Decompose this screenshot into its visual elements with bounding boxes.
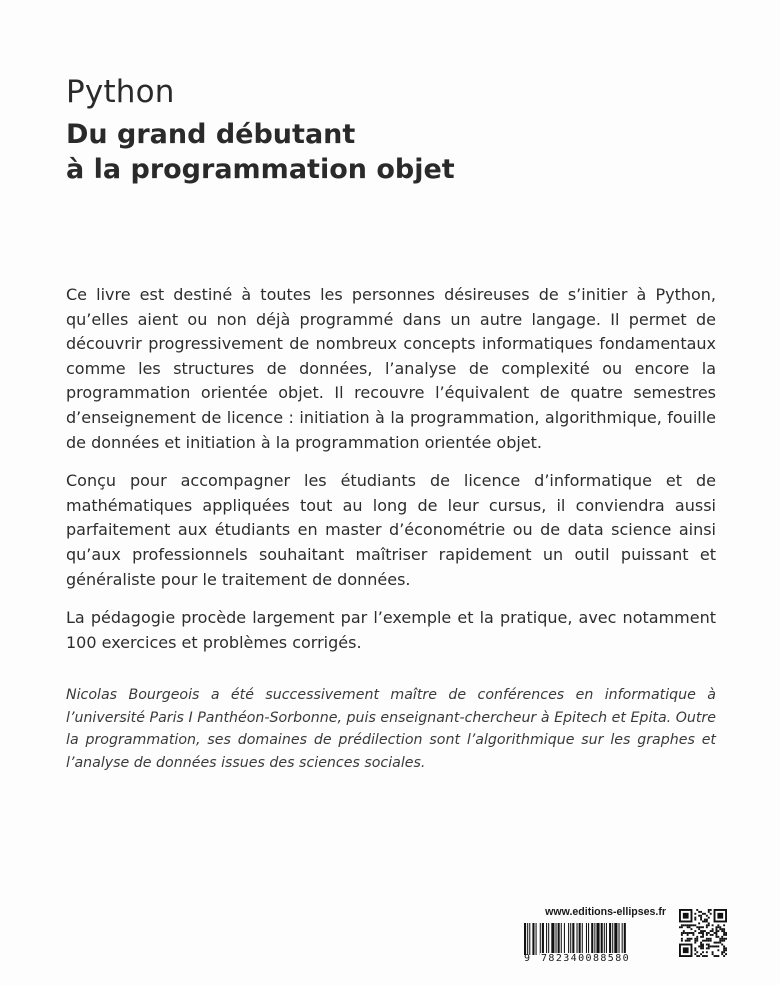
- qr-module: [717, 936, 719, 938]
- qr-module: [704, 921, 706, 923]
- qr-module: [700, 944, 702, 946]
- barcode-bar: [577, 923, 578, 955]
- qr-module: [704, 919, 706, 921]
- qr-module: [723, 951, 725, 953]
- qr-module: [715, 934, 717, 936]
- qr-module: [723, 955, 725, 957]
- qr-module: [689, 938, 691, 940]
- qr-module: [710, 940, 712, 942]
- qr-module: [717, 930, 719, 932]
- qr-module: [698, 911, 700, 913]
- qr-module: [706, 947, 708, 949]
- qr-module: [698, 932, 700, 934]
- barcode-bar: [594, 923, 595, 955]
- qr-module: [706, 924, 708, 926]
- qr-module: [721, 940, 723, 942]
- subtitle-line-2: à la programmation objet: [66, 154, 455, 185]
- qr-module: [696, 940, 698, 942]
- description-paragraph-1: Ce livre est destiné à toutes les personnes désireuses de s’initier à Python, qu’elles aient ou non déjà programmé dans un autre langage. Il permet de découvrir progressivement de nombreux concepts informatiques fondamentaux comme les structures de données, l’analyse de complexité ou encore la programmation orientée objet. Il recouvre l’équivalent de quatre semestres d’enseignement de licence : initiation à la programmation, algorithmique, fouille de données et initiation à la programmation orientée objet.: [66, 285, 716, 452]
- qr-module: [725, 938, 727, 940]
- qr-module: [696, 951, 698, 953]
- qr-module: [696, 936, 698, 938]
- qr-module: [691, 928, 693, 930]
- qr-module: [694, 938, 696, 940]
- qr-module: [725, 949, 727, 951]
- qr-module: [700, 942, 702, 944]
- qr-module: [710, 934, 712, 936]
- qr-module: [710, 913, 712, 915]
- qr-module: [681, 934, 683, 936]
- qr-module: [706, 955, 708, 957]
- qr-module: [715, 928, 717, 930]
- qr-module: [712, 934, 714, 936]
- barcode-bar: [542, 923, 544, 955]
- qr-module: [721, 951, 723, 953]
- barcode-bar: [568, 923, 569, 955]
- barcode-bar: [609, 923, 611, 955]
- qr-module: [700, 945, 702, 947]
- qr-module: [715, 942, 717, 944]
- qr-module: [725, 947, 727, 949]
- qr-module: [712, 953, 714, 955]
- qr-module: [702, 913, 704, 915]
- qr-module: [708, 932, 710, 934]
- barcode-bar: [614, 923, 617, 955]
- qr-module: [681, 938, 683, 940]
- qr-module: [691, 924, 693, 926]
- qr-module: [702, 930, 704, 932]
- qr-module: [721, 928, 723, 930]
- qr-module: [706, 921, 708, 923]
- qr-module: [685, 932, 687, 934]
- qr-module: [683, 932, 685, 934]
- barcode-bar: [561, 923, 562, 955]
- publisher-website[interactable]: www.editions-ellipses.fr: [545, 906, 666, 918]
- qr-module: [706, 932, 708, 934]
- qr-module: [715, 936, 717, 938]
- qr-module: [725, 953, 727, 955]
- qr-module: [702, 936, 704, 938]
- qr-module: [704, 940, 706, 942]
- qr-module: [708, 938, 710, 940]
- qr-module: [708, 917, 710, 919]
- qr-module: [721, 938, 723, 940]
- qr-module: [691, 932, 693, 934]
- barcode-bar: [612, 923, 613, 955]
- qr-module: [687, 924, 689, 926]
- qr-finder-inner: [683, 913, 689, 919]
- qr-module: [710, 938, 712, 940]
- barcode-bar: [527, 923, 528, 955]
- qr-module: [723, 924, 725, 926]
- qr-module: [694, 924, 696, 926]
- qr-module: [702, 947, 704, 949]
- barcode-bar: [548, 923, 549, 955]
- qr-module: [708, 940, 710, 942]
- qr-module: [702, 932, 704, 934]
- qr-module: [700, 917, 702, 919]
- qr-module: [717, 949, 719, 951]
- barcode-bar: [529, 923, 530, 955]
- qr-module: [694, 917, 696, 919]
- barcode-bar: [622, 923, 623, 955]
- qr-module: [683, 924, 685, 926]
- barcode-bar: [540, 923, 541, 955]
- qr-module: [719, 940, 721, 942]
- qr-module: [698, 922, 700, 924]
- qr-module: [723, 934, 725, 936]
- qr-module: [694, 949, 696, 951]
- author-bio: Nicolas Bourgeois a été successivement maître de conférences en informatique à l’université Paris I Panthéon-Sorbonne, puis enseignant-chercheur à Epitech et Epita. Outre la programmation, ses domaines de prédilection sont l’algorithmique sur les graphes et l’analyse de données issues des sciences sociales.: [66, 687, 716, 771]
- qr-module: [704, 955, 706, 957]
- qr-module: [700, 930, 702, 932]
- qr-module: [689, 926, 691, 928]
- qr-module: [706, 940, 708, 942]
- qr-module: [712, 945, 714, 947]
- qr-module: [706, 944, 708, 946]
- qr-module: [696, 955, 698, 957]
- qr-module: [710, 930, 712, 932]
- qr-module: [700, 953, 702, 955]
- qr-module: [698, 945, 700, 947]
- qr-module: [700, 919, 702, 921]
- qr-module: [700, 911, 702, 913]
- qr-module: [700, 932, 702, 934]
- qr-module: [715, 930, 717, 932]
- barcode-bar: [570, 923, 571, 955]
- qr-module: [708, 909, 710, 911]
- qr-module: [714, 932, 716, 934]
- qr-module: [694, 940, 696, 942]
- qr-module: [689, 924, 691, 926]
- qr-module: [712, 924, 714, 926]
- qr-module: [717, 945, 719, 947]
- qr-module: [719, 926, 721, 928]
- barcode-bar: [601, 923, 603, 955]
- qr-module: [708, 947, 710, 949]
- qr-module: [717, 942, 719, 944]
- barcode-bar: [532, 923, 534, 955]
- qr-module: [721, 936, 723, 938]
- qr-module: [715, 926, 717, 928]
- qr-module: [706, 938, 708, 940]
- qr-module: [694, 919, 696, 921]
- qr-module: [708, 944, 710, 946]
- description-paragraph-3: La pédagogie procède largement par l’exemple et la pratique, avec notamment 100 exercices et problèmes corrigés.: [66, 608, 716, 652]
- barcode-icon: [522, 923, 668, 973]
- qr-module: [710, 945, 712, 947]
- qr-module: [698, 955, 700, 957]
- qr-module: [702, 944, 704, 946]
- barcode-bar: [619, 923, 620, 955]
- qr-module: [685, 924, 687, 926]
- qr-module: [723, 947, 725, 949]
- qr-module: [702, 934, 704, 936]
- qr-module: [715, 932, 717, 934]
- barcode-bar: [579, 923, 581, 955]
- qr-finder-inner: [717, 913, 723, 919]
- qr-module: [704, 930, 706, 932]
- qr-module: [715, 945, 717, 947]
- qr-module: [687, 940, 689, 942]
- qr-module: [723, 945, 725, 947]
- qr-module: [698, 928, 700, 930]
- barcode-bar: [582, 923, 583, 955]
- qr-module: [714, 945, 716, 947]
- barcode-bar: [572, 923, 574, 955]
- qr-module: [706, 951, 708, 953]
- barcode-bar: [556, 923, 557, 955]
- qr-module: [708, 911, 710, 913]
- qr-module: [692, 924, 694, 926]
- qr-module: [681, 940, 683, 942]
- qr-module: [681, 926, 683, 928]
- qr-module: [723, 938, 725, 940]
- description-paragraph-2: Conçu pour accompagner les étudiants de licence d’informatique et de mathématiques appliquées tout au long de leur cursus, il conviendra aussi parfaitement aux étudiants en master d’économétrie ou de data science ainsi qu’aux professionnels souhaitant maîtriser rapidement un outil puissant et généraliste pour le traitement de données.: [66, 471, 716, 589]
- barcode-bar: [524, 923, 526, 955]
- barcode-bar: [536, 923, 537, 955]
- qr-module: [706, 934, 708, 936]
- barcode-bar: [604, 923, 605, 955]
- qr-module: [702, 921, 704, 923]
- qr-module: [681, 932, 683, 934]
- qr-module: [687, 934, 689, 936]
- book-description: [66, 283, 716, 668]
- qr-module: [696, 938, 698, 940]
- qr-module: [694, 942, 696, 944]
- barcode-bar: [558, 923, 560, 955]
- qr-module: [698, 915, 700, 917]
- qr-module: [704, 913, 706, 915]
- qr-module: [717, 926, 719, 928]
- qr-finder-inner: [683, 947, 689, 953]
- qr-module: [721, 930, 723, 932]
- qr-module: [708, 924, 710, 926]
- qr-module: [712, 930, 714, 932]
- isbn-digits: 782340088580: [540, 953, 670, 964]
- qr-module: [696, 909, 698, 911]
- qr-module: [710, 909, 712, 911]
- qr-module: [708, 922, 710, 924]
- qr-module: [719, 928, 721, 930]
- qr-module: [681, 924, 683, 926]
- qr-module: [696, 926, 698, 928]
- qr-module: [691, 938, 693, 940]
- qr-module: [721, 953, 723, 955]
- qr-module: [689, 940, 691, 942]
- qr-module: [706, 915, 708, 917]
- qr-code-icon: [679, 909, 727, 957]
- qr-module: [712, 951, 714, 953]
- qr-module: [723, 932, 725, 934]
- barcode-bar: [591, 923, 593, 955]
- qr-module: [700, 926, 702, 928]
- qr-module: [700, 915, 702, 917]
- qr-module: [702, 951, 704, 953]
- qr-module: [717, 924, 719, 926]
- barcode-bar: [606, 923, 607, 955]
- qr-module: [719, 938, 721, 940]
- subtitle-line-1: Du grand débutant: [66, 119, 356, 150]
- qr-module: [725, 934, 727, 936]
- qr-module: [683, 930, 685, 932]
- qr-module: [721, 944, 723, 946]
- qr-module: [687, 938, 689, 940]
- qr-module: [714, 942, 716, 944]
- barcode-bars: [522, 923, 668, 955]
- qr-module: [723, 930, 725, 932]
- qr-module: [717, 955, 719, 957]
- qr-module: [687, 932, 689, 934]
- qr-module: [694, 930, 696, 932]
- barcode-bar: [596, 923, 599, 955]
- barcode-bar: [551, 923, 554, 955]
- qr-module: [687, 926, 689, 928]
- barcode-bar: [586, 923, 587, 955]
- qr-module: [702, 940, 704, 942]
- qr-module: [712, 928, 714, 930]
- barcode-bar: [624, 923, 626, 955]
- qr-module: [685, 940, 687, 942]
- qr-module: [715, 955, 717, 957]
- barcode-bar: [564, 923, 565, 955]
- qr-module: [694, 913, 696, 915]
- qr-module: [723, 928, 725, 930]
- qr-module: [708, 945, 710, 947]
- qr-module: [706, 926, 708, 928]
- qr-module: [702, 955, 704, 957]
- book-subtitle: [66, 117, 455, 187]
- qr-module: [694, 953, 696, 955]
- qr-module: [702, 945, 704, 947]
- qr-module: [700, 936, 702, 938]
- qr-module: [706, 919, 708, 921]
- qr-module: [689, 932, 691, 934]
- barcode-bar: [546, 923, 547, 955]
- isbn-lead-digit: 9: [524, 953, 531, 964]
- qr-module: [698, 926, 700, 928]
- qr-module: [723, 940, 725, 942]
- qr-module: [714, 955, 716, 957]
- qr-module: [692, 932, 694, 934]
- book-title: Python: [66, 74, 175, 110]
- qr-module: [723, 949, 725, 951]
- qr-module: [725, 932, 727, 934]
- qr-module: [719, 942, 721, 944]
- qr-module: [679, 926, 681, 928]
- qr-module: [692, 934, 694, 936]
- barcode-bar: [588, 923, 589, 955]
- qr-module: [700, 947, 702, 949]
- qr-module: [694, 947, 696, 949]
- qr-module: [702, 926, 704, 928]
